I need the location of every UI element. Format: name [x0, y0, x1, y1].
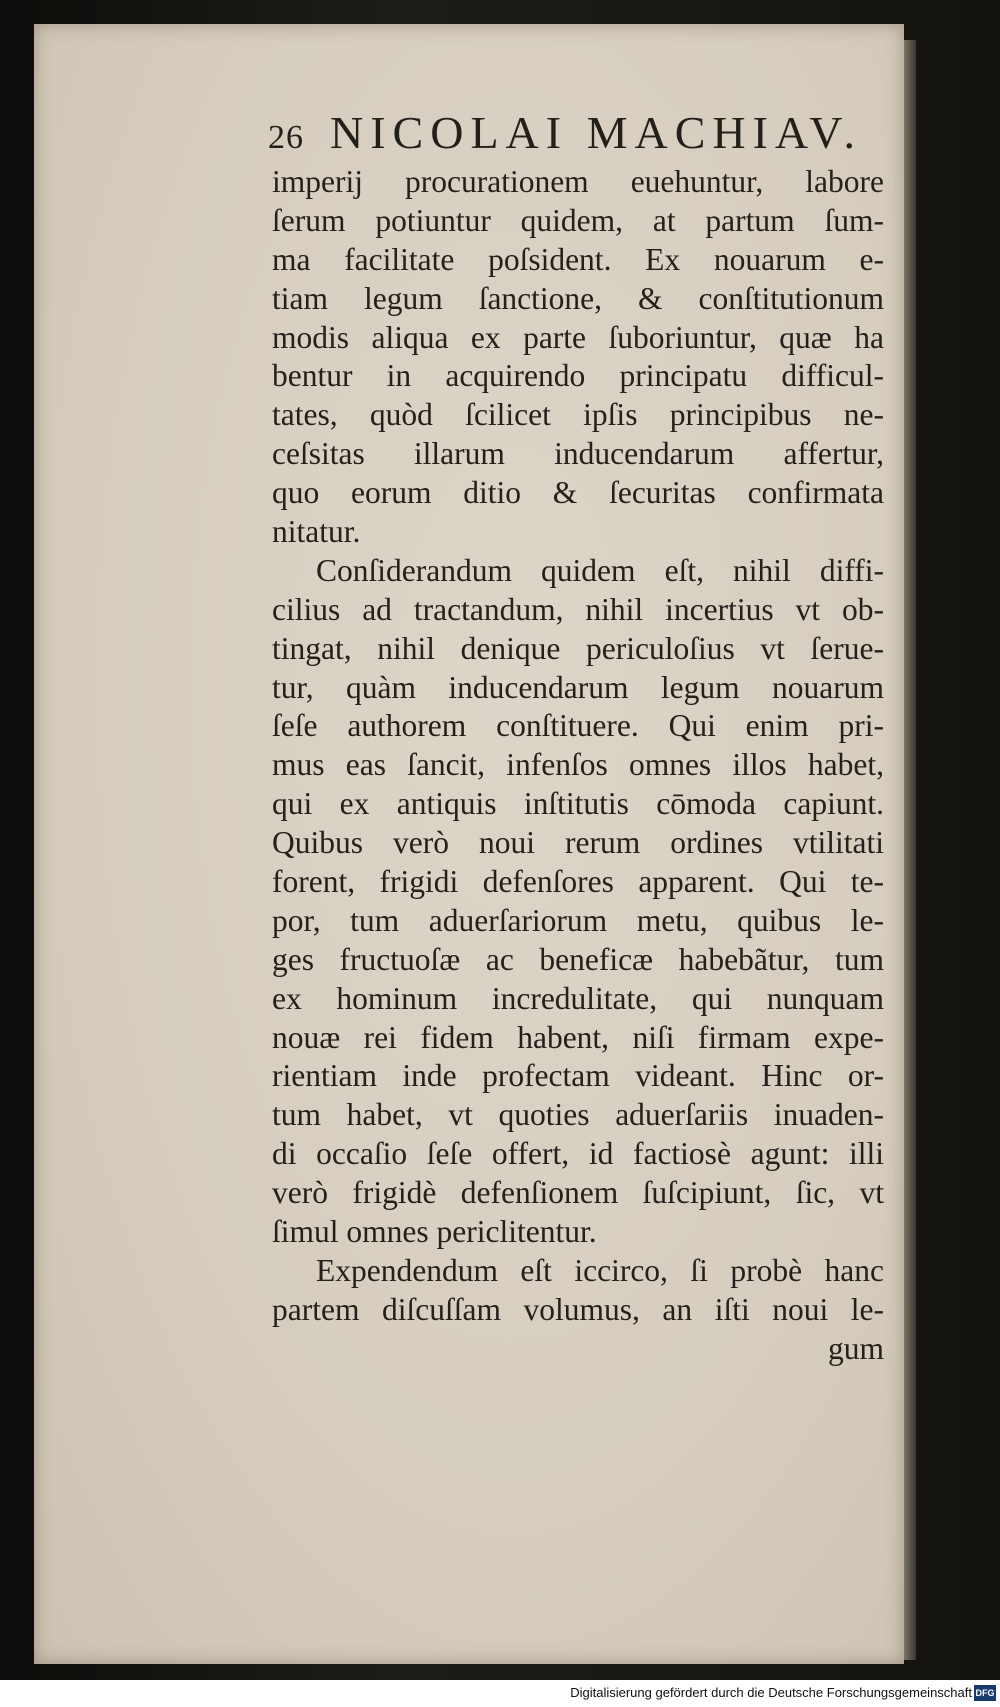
text-line: tum habet, vt quoties aduerſariis inuaden-	[272, 1097, 884, 1133]
text-line: tur, quàm inducendarum legum nouarum	[272, 669, 884, 705]
text-line: cilius ad tractandum, nihil incertius vt ob-	[272, 591, 884, 627]
catchword: gum	[827, 1330, 884, 1366]
text-line: ſeſe authorem conſtituere. Qui enim pri-	[272, 708, 884, 744]
text-line: quo eorum ditio & ſecuritas confirmata	[272, 475, 884, 511]
text-line: di occaſio ſeſe offert, id factiosè agunt: illi	[272, 1136, 884, 1172]
text-line: nitatur.	[272, 514, 361, 550]
text-line: rientiam inde profectam videant. Hinc or-	[272, 1058, 884, 1094]
text-line: Quibus verò noui rerum ordines vtilitati	[272, 825, 884, 861]
running-head	[268, 106, 888, 162]
funding-credit: Digitalisierung gefördert durch die Deutsche Forschungsgemeinschaft	[570, 1685, 972, 1700]
text-line: ex hominum incredulitate, qui nunquam	[272, 980, 884, 1016]
digitization-footer	[0, 1680, 1000, 1707]
text-line: partem diſcuſſam volumus, an iſti noui le-	[272, 1291, 884, 1327]
text-line: imperij procurationem euehuntur, labore	[272, 164, 884, 199]
running-title: NICOLAI MACHIAV.	[330, 107, 862, 158]
dfg-logo-icon: DFG	[974, 1685, 996, 1701]
page-number: 26	[268, 119, 304, 156]
body-text	[272, 163, 884, 1369]
text-line: forent, frigidi defenſores apparent. Qui te-	[272, 864, 884, 900]
text-line: mus eas ſancit, infenſos omnes illos habet,	[272, 747, 884, 783]
text-line: nouæ rei fidem habent, niſi firmam expe-	[272, 1019, 884, 1055]
text-line: ges fructuoſæ ac beneficæ habebãtur, tum	[272, 941, 884, 977]
text-line: tiam legum ſanctione, & conſtitutionum	[272, 280, 884, 316]
text-line: ſimul omnes periclitentur.	[272, 1214, 597, 1250]
text-line: Expendendum eſt iccirco, ſi probè hanc	[316, 1252, 884, 1288]
text-line: tingat, nihil denique periculoſius vt ſerue-	[272, 630, 884, 666]
text-line: ceſsitas illarum inducendarum affertur,	[272, 436, 884, 472]
text-line: por, tum aduerſariorum metu, quibus le-	[272, 902, 884, 938]
text-line: ſerum potiuntur quidem, at partum ſum-	[272, 202, 884, 238]
text-line: verò frigidè defenſionem ſuſcipiunt, ſic, vt	[272, 1175, 884, 1211]
text-line: modis aliqua ex parte ſuboriuntur, quæ ha	[272, 319, 884, 355]
text-line: qui ex antiquis inſtitutis cōmoda capiunt.	[272, 786, 884, 822]
text-line: bentur in acquirendo principatu difficul-	[272, 358, 884, 394]
page-edge	[904, 40, 916, 1660]
text-line: Conſiderandum quidem eſt, nihil diffi-	[316, 552, 884, 588]
text-line: ma facilitate poſsident. Ex nouarum e-	[272, 241, 884, 277]
text-line: tates, quòd ſcilicet ipſis principibus ne-	[272, 397, 884, 433]
